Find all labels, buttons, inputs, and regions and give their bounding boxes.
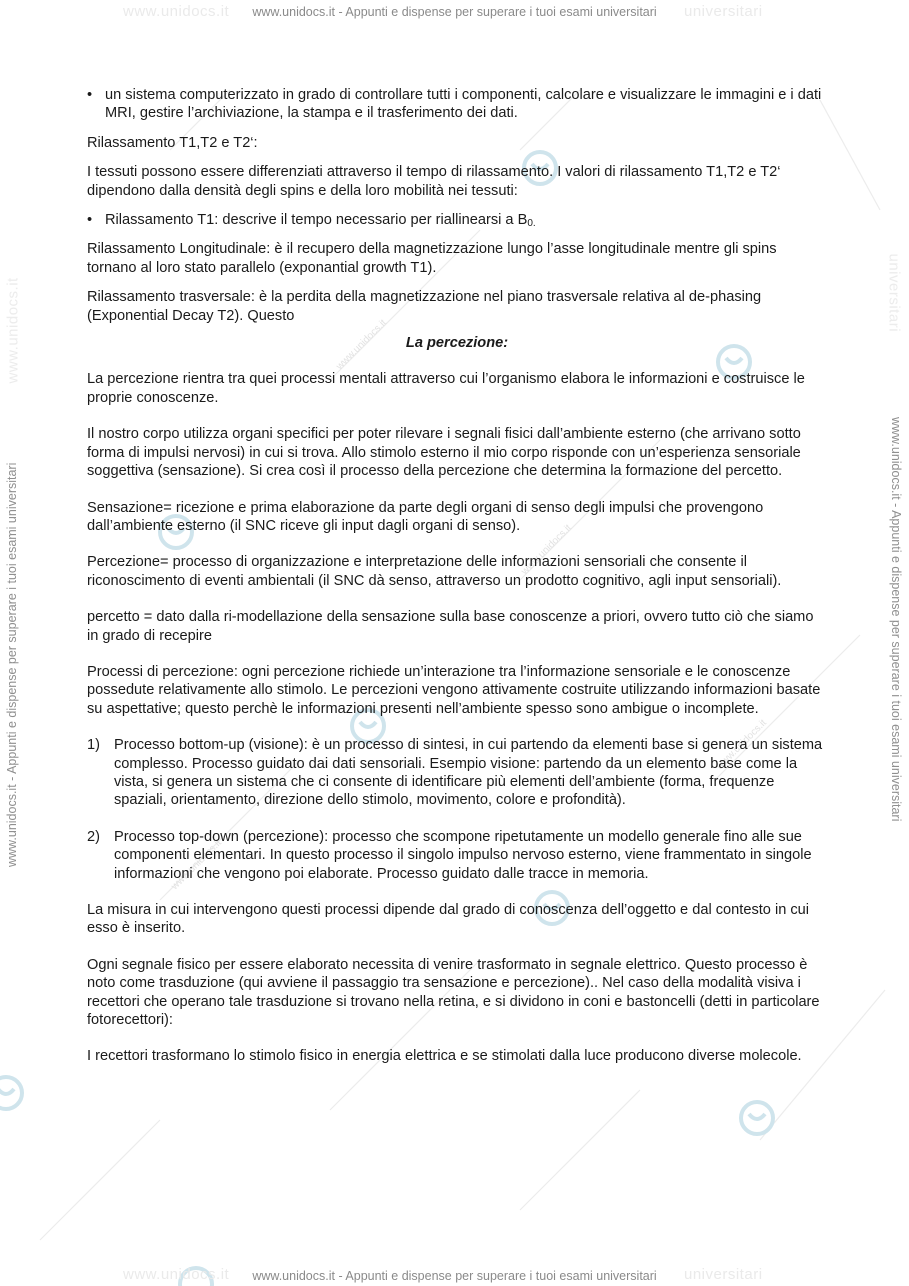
svg-text:www.unidocs.it: www.unidocs.it (714, 717, 769, 773)
watermark-left: www.unidocs.it - Appunti e dispense per superare i tuoi esami universitari (5, 462, 19, 867)
list-number: 1) (87, 737, 100, 754)
document-body (87, 86, 827, 1066)
list-item-text: Processo top-down (percezione): processo che scompone ripetutamente un modello generale fino alle sue componenti elementari. In questo processo il singolo impulso nervoso esterno, viene frammentato in singole informazioni che vengono poi elaborate. Processo guidato dalle tracce in memoria. (114, 828, 812, 882)
bullet-paragraph (87, 86, 827, 123)
paragraph-text: un sistema computerizzato in grado di controllare tutti i componenti, calcolare e visualizzare le immagini e i dati MRI, gestire l’archiviazione, la stampa e il trasferimento dei dati. (105, 87, 822, 122)
subscript: 0. (527, 218, 536, 230)
paragraph-tissues: I tessuti possono essere differenziati attraverso il tempo di rilassamento. I valori di rilassamento T1,T2 e T2‘ dipendono dalla densità degli spins e della loro mobilità nei tessuti: (87, 164, 781, 199)
paragraph-measure: La misura in cui intervengono questi processi dipende dal grado di conoscenza dell’oggetto e dal contesto in cui esso è inserito. (87, 902, 810, 937)
watermark-ghost-right: universitari (885, 253, 903, 333)
watermark-ghost-top: www.unidocs.it (123, 3, 230, 20)
watermark-ghost-left: www.unidocs.it (4, 277, 22, 384)
list-number: 2) (87, 828, 100, 845)
paragraph-transduction: Ogni segnale fisico per essere elaborato necessita di venire trasformato in segnale elettrico. Questo processo è noto come trasduzione (qui avviene il passaggio tra sensazione e percezione).. Nel caso della modalità visiva i recettori che operano tale trasduzione si trovano nella retina, e si dividono in coni e bastoncelli (detti in particolare fotorecettori): (87, 956, 820, 1029)
watermark-ghost-bottom: www.unidocs.it (123, 1266, 230, 1283)
paragraph-perception-def: Percezione= processo di organizzazione e interpretazione delle informazioni sensoriali che consente il riconoscimento di eventi ambientali (il SNC dà senso, attraverso un prodotto cognitivo, agli input sensoriali). (87, 554, 782, 589)
list-item (87, 736, 827, 810)
watermark-footer: www.unidocs.it - Appunti e dispense per superare i tuoi esami universitari (252, 1269, 657, 1283)
watermark-ghost-bottom-right: universitari (684, 1266, 763, 1283)
watermark-ghost-top-right: universitari (684, 3, 763, 20)
subheading-relaxation: Rilassamento T1,T2 e T2‘: (87, 134, 258, 151)
paragraph-percept: percetto = dato dalla ri-modellazione della sensazione sulla base conoscenze a priori, ovvero tutto ciò che siamo in grado di recepire (87, 609, 814, 644)
watermark-header: www.unidocs.it - Appunti e dispense per superare i tuoi esami universitari (252, 5, 657, 19)
bullet-paragraph (87, 211, 827, 229)
bullet-mark: • (87, 87, 93, 103)
paragraph-transversal: Rilassamento trasversale: è la perdita della magnetizzazione nel piano trasversale relativa al de-phasing (Exponential Decay T2). Questo (87, 289, 762, 324)
list-item (87, 828, 827, 883)
watermark-right: www.unidocs.it - Appunti e dispense per superare i tuoi esami universitari (889, 417, 903, 822)
svg-text:www.unidocs.it: www.unidocs.it (334, 317, 389, 373)
list-item-text: Processo bottom-up (visione): è un processo di sintesi, in cui partendo da elementi base si genera un sistema complesso. Processo guidato dai dati sensoriali. Esempio visione: partendo da un elemento base come la vista, si genera un sistema che ci consente di identificare più elementi dell’ambiente (forma, frequenze spaziali, orientamento, direzione dello stimolo, movimento, colore e profondità). (114, 737, 823, 809)
paragraph-sensation: Sensazione= ricezione e prima elaborazione da parte degli organi di senso degli impulsi che provengono dall’ambiente esterno (il SNC riceve gli input dagli organi di senso). (87, 499, 764, 534)
section-heading: La percezione: (405, 335, 509, 352)
svg-text:www.unidocs.it: www.unidocs.it (519, 522, 574, 578)
paragraph-text: Rilassamento T1: descrive il tempo necessario per riallinearsi a B (105, 212, 528, 229)
paragraph-receptors: I recettori trasformano lo stimolo fisico in energia elettrica e se stimolati dalla luce producono diverse molecole. (87, 1048, 802, 1065)
paragraph-longitudinal: Rilassamento Longitudinale: è il recupero della magnetizzazione lungo l’asse longitudinale mentre gli spins tornano al loro stato parallelo (exponantial growth T1). (87, 241, 777, 276)
svg-text:www.unidocs.it: www.unidocs.it (169, 837, 224, 893)
paragraph-perception: La percezione rientra tra quei processi mentali attraverso cui l’organismo elabora le informazioni e costruisce le proprie conoscenze. (87, 371, 805, 406)
paragraph-body: Il nostro corpo utilizza organi specifici per poter rilevare i segnali fisici dall’ambiente esterno (che arrivano sotto forma di impulsi nervosi) in cui si trova. Allo stimolo esterno il mio corpo risponde con un’esperienza sensoriale soggettiva (sensazione). Si crea così il processo della percezione che determina la formazione del percetto. (87, 426, 801, 480)
paragraph-processes: Processi di percezione: ogni percezione richiede un’interazione tra l’informazione sensoriale e le conoscenze possedute relativamente allo stimolo. Le percezioni vengono attivamente costruite utilizzando informazioni basate su aspettative; questo perchè le informazioni presenti nell’ambiente spesso sono ambigue o incomplete. (87, 663, 821, 717)
bullet-mark: • (87, 212, 93, 229)
